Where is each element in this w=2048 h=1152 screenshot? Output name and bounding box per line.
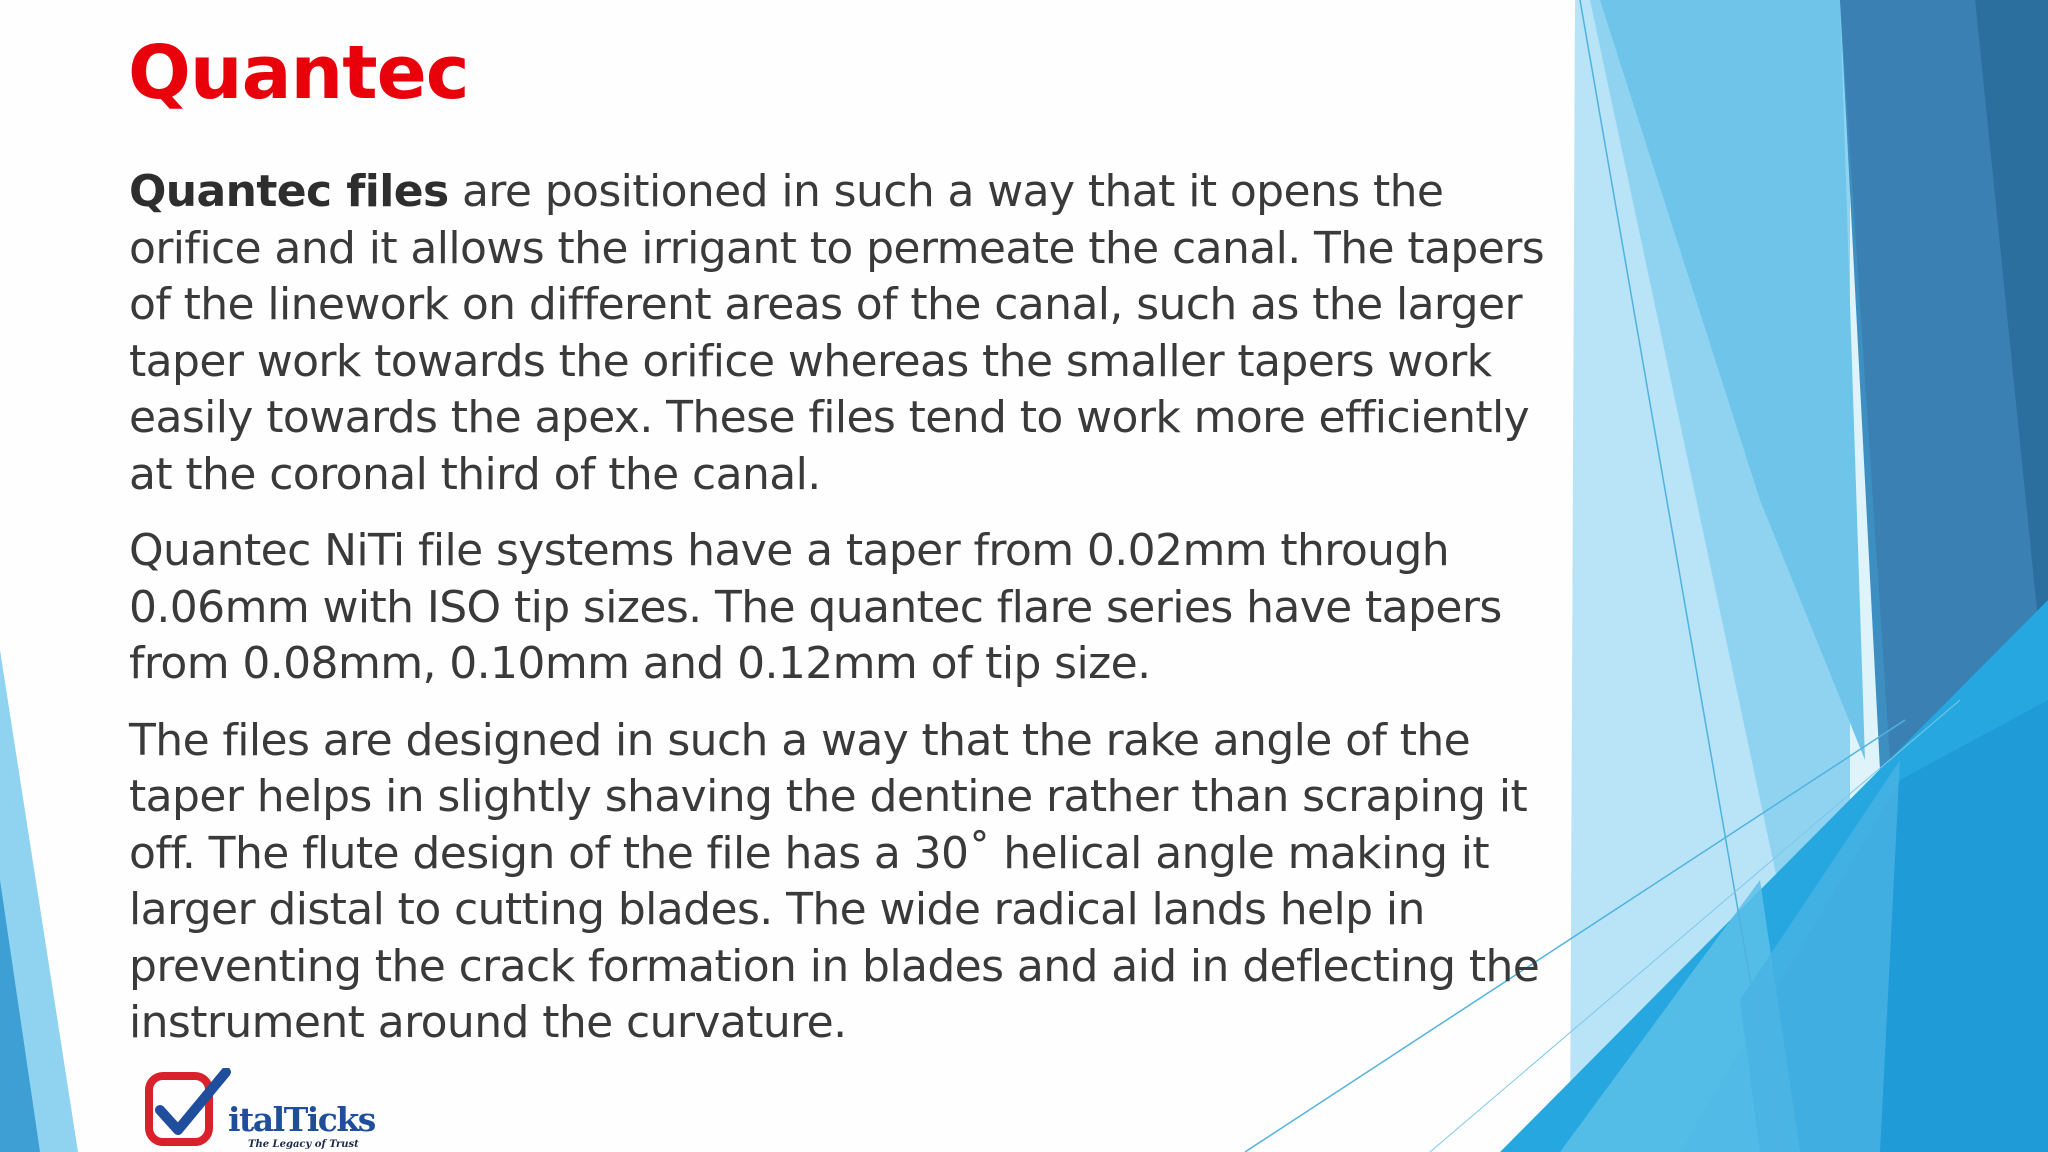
paragraph-quantec-files xyxy=(129,164,1549,503)
paragraph-file-design: The files are designed in such a way that the rake angle of the taper helps in slightly shaving the dentine rather than scraping it off. The flute design of the file has a 30˚ helical angle making it larger distal to cutting blades. The wide radical lands help in preventing the crack formation in blades and aid in deflecting the instrument around the curvature. xyxy=(129,714,1540,1048)
slide-title: Quantec xyxy=(128,30,469,116)
logo-wordmark: italTicks xyxy=(228,1100,375,1139)
paragraph-lead-bold: Quantec files xyxy=(129,166,449,217)
checkmark-box-icon xyxy=(144,1068,234,1152)
logo-tagline: The Legacy of Trust xyxy=(248,1139,359,1150)
body-content xyxy=(129,164,1549,1072)
vitalticks-logo xyxy=(144,1066,384,1152)
paragraph-niti-systems: Quantec NiTi file systems have a taper from 0.02mm through 0.06mm with ISO tip sizes. The quantec flare series have tapers from 0.08mm, 0.10mm and 0.12mm of tip size. xyxy=(129,525,1502,689)
paragraph-1-text: are positioned in such a way that it opens the orifice and it allows the irrigant to permeate the canal. The tapers of the linework on different areas of the canal, such as the larger taper work towards the orifice whereas the smaller tapers work easily towards the apex. These files tend to work more efficiently at the coronal third of the canal. xyxy=(129,166,1545,500)
